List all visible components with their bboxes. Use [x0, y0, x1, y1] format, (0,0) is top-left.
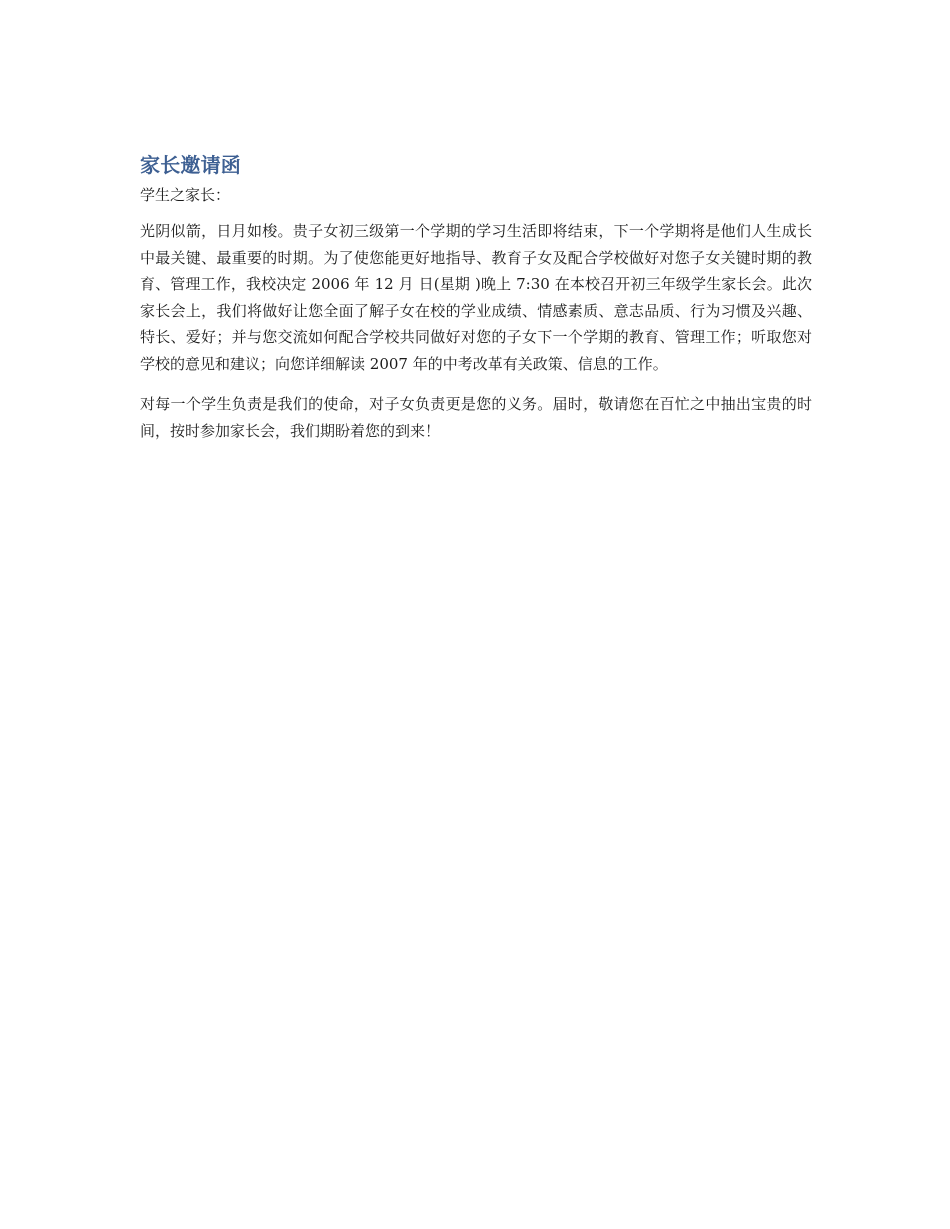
document-title: 家长邀请函: [140, 153, 241, 177]
paragraph-closing: 对每一个学生负责是我们的使命，对子女负责更是您的义务。届时，敬请您在百忙之中抽出宝贵的时间，按时参加家长会，我们期盼着您的到来！: [140, 395, 812, 440]
document-body: [140, 150, 812, 444]
salutation: 学生之家长：: [140, 186, 231, 204]
paragraph-main: 光阴似箭，日月如梭。贵子女初三级第一个学期的学习生活即将结束，下一个学期将是他们人生成长中最关键、最重要的时期。为了使您能更好地指导、教育子女及配合学校做好对您子女关键时期的教育、管理工作，我校决定 2006 年 12 月 日(星期 )晚上 7:30 在本校召开初三年级学生家长会。此次家长会上，我们将做好让您全面了解子女在校的学业成绩、情感素质、意志品质、行为习惯及兴趣、特长、爱好；并与您交流如何配合学校共同做好对您的子女下一个学期的教育、管理工作；听取您对学校的意见和建议；向您详细解读 2007 年的中考改革有关政策、信息的工作。: [140, 222, 812, 373]
